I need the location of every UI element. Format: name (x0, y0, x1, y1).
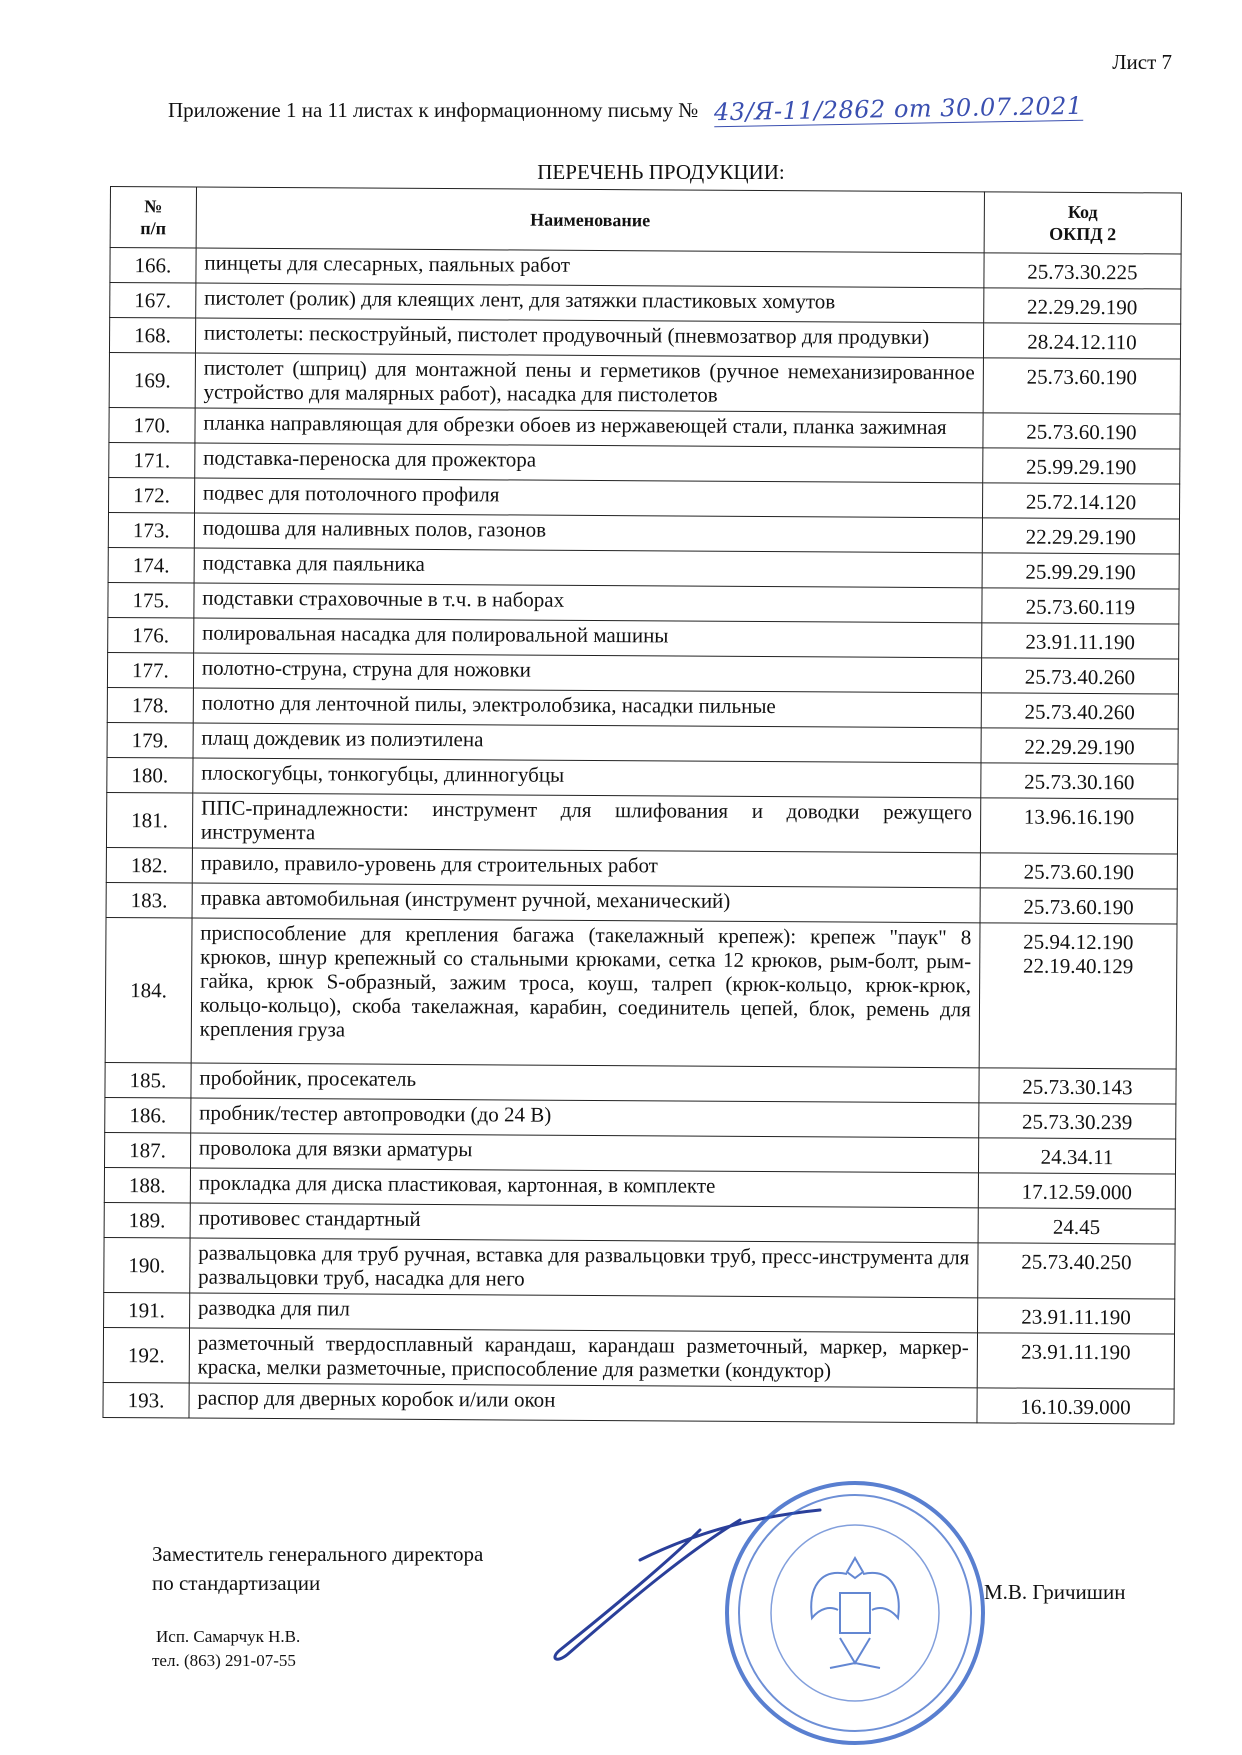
executor-block (152, 1625, 300, 1673)
row-code (979, 1103, 1176, 1139)
position-line2: по стандартизации (152, 1571, 321, 1595)
row-number: 192. (103, 1327, 189, 1383)
okpd-code: 23.91.11.190 (1021, 1339, 1131, 1365)
executor-phone: тел. (863) 291-07-55 (152, 1651, 296, 1670)
row-name: подвес для потолочного профиля (194, 478, 982, 518)
header-num (110, 187, 196, 249)
row-code (980, 853, 1177, 889)
row-code (978, 1173, 1175, 1209)
row-name: подставки страховочные в т.ч. в наборах (194, 583, 982, 623)
row-name: пинцеты для слесарных, паяльных работ (196, 248, 984, 288)
row-number: 178. (107, 687, 193, 723)
header-code-line2: ОКПД 2 (1049, 223, 1117, 245)
okpd-code: 25.99.29.190 (1026, 454, 1137, 480)
row-name: полотно для ленточной пилы, электролобзика, насадки пильные (193, 688, 981, 728)
row-name: подставка-переноска для прожектора (195, 443, 983, 483)
row-name: пистолет (шприц) для монтажной пены и герметиков (ручное немеханизированное устройство для малярных работ), насадка для пистолетов (195, 353, 983, 413)
table-row (109, 352, 1180, 414)
okpd-code: 13.96.16.190 (1023, 804, 1135, 830)
row-number: 184. (105, 917, 192, 1063)
okpd-code: 25.72.14.120 (1025, 489, 1137, 515)
row-name: правило, правило-уровень для строительных работ (192, 848, 980, 888)
row-number: 166. (110, 248, 196, 284)
row-code (984, 253, 1181, 289)
okpd-code: 16.10.39.000 (1020, 1394, 1131, 1420)
okpd-code: 24.34.11 (1040, 1144, 1114, 1170)
row-number: 187. (105, 1132, 191, 1168)
row-code (983, 323, 1180, 359)
row-number: 183. (106, 882, 192, 918)
row-number: 174. (108, 547, 194, 583)
row-number: 180. (107, 757, 193, 793)
row-name: проволока для вязки арматуры (190, 1133, 978, 1173)
table-row (105, 917, 1177, 1069)
okpd-code: 23.91.11.190 (1021, 1304, 1131, 1330)
header-code-line1: Код (1067, 201, 1098, 223)
row-code (981, 658, 1178, 694)
table-row (103, 1382, 1174, 1424)
row-name: противовес стандартный (190, 1203, 978, 1243)
row-name: приспособление для крепления багажа (такелажный крепеж): крепеж "паук" 8 крюков, шнур крепежный со стальными крюками, сетка 12 крюков, рым-болт, рым-гайка, крюк S-образный, зажим троса, коуш, талреп (крюк-кольцо, крюк-крюк, кольцо-кольцо), скоба такелажная, карабин, соединитель цепей, блок, ремень для крепления груза (191, 918, 980, 1068)
row-number: 169. (109, 352, 195, 408)
row-code (978, 1138, 1175, 1174)
row-number: 167. (110, 283, 196, 319)
okpd-code: 25.73.30.225 (1027, 259, 1138, 285)
row-code (983, 358, 1180, 414)
okpd-code: 28.24.12.110 (1027, 329, 1137, 355)
okpd-code: 24.45 (1052, 1214, 1101, 1240)
row-number: 185. (105, 1062, 191, 1098)
row-number: 173. (108, 512, 194, 548)
row-name: правка автомобильная (инструмент ручной, механический) (192, 883, 980, 923)
row-number: 172. (109, 477, 195, 513)
row-code (980, 798, 1177, 854)
okpd-code: 17.12.59.000 (1021, 1179, 1132, 1205)
okpd-code: 23.91.11.190 (1025, 629, 1135, 655)
row-code (980, 888, 1177, 924)
row-name: планка направляющая для обрезки обоев из нержавеющей стали, планка зажимная (195, 408, 983, 448)
okpd-code: 25.73.60.190 (1026, 364, 1137, 390)
row-name: пробойник, просекатель (191, 1063, 979, 1103)
row-name: полотно-струна, струна для ножовки (193, 653, 981, 693)
annex-line (168, 91, 1083, 127)
sheet-number: Лист 7 (1112, 50, 1172, 74)
row-number: 188. (104, 1167, 190, 1203)
row-code (981, 763, 1178, 799)
row-name: пистолет (ролик) для клеящих лент, для затяжки пластиковых хомутов (196, 283, 984, 323)
official-stamp (720, 1478, 990, 1748)
row-code (982, 518, 1179, 554)
row-code (984, 288, 1181, 324)
okpd-code: 25.73.30.143 (1022, 1074, 1133, 1100)
row-number: 176. (108, 617, 194, 653)
row-name: плащ дождевик из полиэтилена (193, 723, 981, 763)
row-code (982, 553, 1179, 589)
row-number: 179. (107, 722, 193, 758)
okpd-code: 25.73.40.260 (1024, 699, 1135, 725)
annex-text: Приложение 1 на 11 листах к информационному письму № (168, 98, 699, 122)
row-name: подставка для паяльника (194, 548, 982, 588)
table-row (106, 792, 1177, 854)
row-number: 175. (108, 582, 194, 618)
row-number: 177. (107, 652, 193, 688)
row-number: 171. (109, 442, 195, 478)
okpd-code: 25.73.40.260 (1024, 664, 1136, 690)
okpd-code: 22.29.29.190 (1027, 294, 1138, 320)
okpd-code: 25.73.60.119 (1025, 594, 1136, 620)
table-row (104, 1237, 1175, 1299)
row-number: 170. (109, 407, 195, 443)
coat-of-arms-eagle-icon (811, 1558, 899, 1668)
row-code (979, 923, 1177, 1069)
row-code (977, 1333, 1174, 1389)
row-number: 193. (103, 1382, 189, 1418)
okpd-code: 22.29.29.190 (1024, 734, 1135, 760)
okpd-code: 25.73.60.190 (1023, 859, 1134, 885)
okpd-code: 25.73.30.160 (1024, 769, 1135, 795)
row-name: полировальная насадка для полировальной машины (193, 618, 981, 658)
row-code (983, 448, 1180, 484)
row-code (977, 1298, 1174, 1334)
position-line1: Заместитель генерального директора (152, 1542, 484, 1566)
table-body (103, 248, 1181, 1425)
okpd-code: 25.73.40.250 (1021, 1249, 1132, 1275)
row-number: 168. (109, 318, 195, 354)
row-code (982, 483, 1179, 519)
row-name: плоскогубцы, тонкогубцы, длинногубцы (193, 758, 981, 798)
header-num-line2: п/п (140, 218, 167, 239)
row-number: 190. (104, 1237, 190, 1293)
row-code (978, 1208, 1175, 1244)
row-name: разводка для пил (189, 1293, 977, 1333)
row-name: развальцовка для труб ручная, вставка для развальцовки труб, пресс-инструмента для развальцовки труб, насадка для него (190, 1238, 978, 1298)
list-title: ПЕРЕЧЕНЬ ПРОДУКЦИИ: (537, 160, 785, 184)
row-code (979, 1068, 1176, 1104)
row-name: распор для дверных коробок и/или окон (189, 1383, 977, 1423)
header-name: Наименование (196, 187, 984, 253)
okpd-code: 22.29.29.190 (1025, 524, 1136, 550)
row-name: пробник/тестер автопроводки (до 24 В) (191, 1098, 979, 1138)
row-code (977, 1388, 1174, 1424)
signatory-position (152, 1540, 483, 1598)
executor-name: Исп. Самарчук Н.В. (156, 1627, 301, 1646)
okpd-code: 25.73.60.190 (1026, 419, 1137, 445)
okpd-code: 25.99.29.190 (1025, 559, 1136, 585)
row-code (981, 693, 1178, 729)
header-code (984, 192, 1182, 254)
row-name: подошва для наливных полов, газонов (194, 513, 982, 553)
row-name: пистолеты: пескоструйный, пистолет продувочный (пневмозатвор для продувки) (195, 318, 983, 358)
row-number: 181. (106, 792, 192, 848)
header-num-line1: № (144, 196, 163, 217)
signer-name: М.В. Гричишин (984, 1580, 1126, 1604)
product-table (102, 186, 1182, 1425)
row-code (983, 413, 1180, 449)
table-row (103, 1327, 1174, 1389)
row-code (978, 1243, 1175, 1299)
handwritten-letter-reference: 43/Я-11/2862 от 30.07.2021 (713, 91, 1083, 127)
row-name: прокладка для диска пластиковая, картонная, в комплекте (190, 1168, 978, 1208)
row-code (981, 623, 1178, 659)
row-number: 182. (106, 847, 192, 883)
okpd-code-secondary: 22.19.40.129 (1022, 953, 1134, 979)
row-code (981, 728, 1178, 764)
row-number: 189. (104, 1202, 190, 1238)
okpd-code: 25.73.60.190 (1023, 894, 1134, 920)
row-number: 186. (105, 1097, 191, 1133)
row-code (982, 588, 1179, 624)
row-number: 191. (104, 1292, 190, 1328)
okpd-code: 25.73.30.239 (1022, 1109, 1133, 1135)
row-name: разметочный твердосплавный карандаш, карандаш разметочный, маркер, маркер-краска, мелки разметочные, приспособление для разметки (кондуктор) (189, 1328, 977, 1388)
table-header-row (110, 187, 1181, 255)
row-name: ППС-принадлежности: инструмент для шлифования и доводки режущего инструмента (192, 793, 980, 853)
okpd-code: 25.94.12.190 (1023, 929, 1134, 955)
